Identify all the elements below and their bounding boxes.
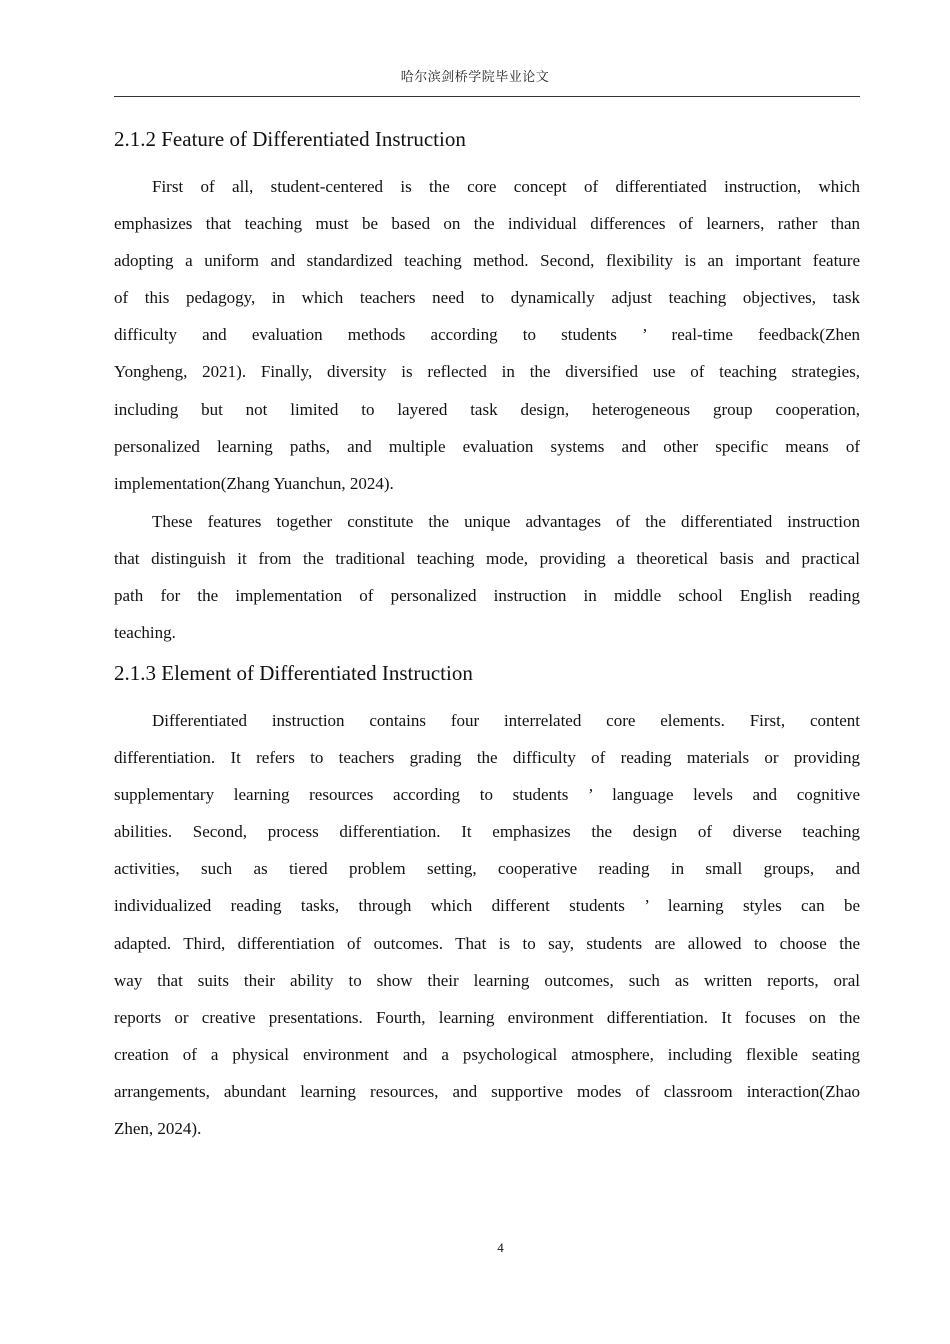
paragraph-line: that distinguish it from the traditional teaching mode, providing a theoretical basis and practical <box>114 549 860 569</box>
paragraph-line: abilities. Second, process differentiation. It emphasizes the design of diverse teaching <box>114 822 860 842</box>
paragraph-line: First of all, student-centered is the core concept of differentiated instruction, which <box>152 177 860 196</box>
page-number: 4 <box>497 1240 504 1255</box>
paragraph-line: path for the implementation of personalized instruction in middle school English reading <box>114 586 860 606</box>
paragraph-line: personalized learning paths, and multiple evaluation systems and other specific means of <box>114 436 860 456</box>
paragraph-line: differentiation. It refers to teachers grading the difficulty of reading materials or providing <box>114 748 860 768</box>
paragraph-line: arrangements, abundant learning resources, and supportive modes of classroom interaction(Zhao <box>114 1081 860 1101</box>
section-heading-2-1-2: 2.1.2 Feature of Differentiated Instruction <box>114 127 466 151</box>
paragraph-line: including but not limited to layered task design, heterogeneous group cooperation, <box>114 399 860 419</box>
paragraph-line: supplementary learning resources according to students ’ language levels and cognitive <box>114 785 860 805</box>
paragraph-line: of this pedagogy, in which teachers need to dynamically adjust teaching objectives, task <box>114 288 860 308</box>
paragraph-line: individualized reading tasks, through which different students ’ learning styles can be <box>114 896 860 916</box>
paragraph-line: Zhen, 2024). <box>114 1119 202 1139</box>
paragraph-line: difficulty and evaluation methods according to students ’ real-time feedback(Zhen <box>114 325 860 345</box>
paragraph-line: Yongheng, 2021). Finally, diversity is reflected in the diversified use of teaching strategies, <box>114 362 860 382</box>
paragraph-line: adopting a uniform and standardized teaching method. Second, flexibility is an important feature <box>114 251 860 271</box>
paragraph-features-1 <box>114 168 860 502</box>
paragraph-line: activities, such as tiered problem setting, cooperative reading in small groups, and <box>114 859 860 879</box>
paragraph-line: These features together constitute the unique advantages of the differentiated instruction <box>152 512 860 531</box>
running-header: 哈尔滨剑桥学院毕业论文 <box>400 70 550 85</box>
section-heading-2-1-3: 2.1.3 Element of Differentiated Instruction <box>114 661 473 685</box>
paragraph-line: implementation(Zhang Yuanchun, 2024). <box>114 473 394 493</box>
paragraph-line: creation of a physical environment and a psychological atmosphere, including flexible seating <box>114 1044 860 1064</box>
paragraph-line: teaching. <box>114 623 176 643</box>
paragraph-line: emphasizes that teaching must be based on the individual differences of learners, rather than <box>114 214 860 234</box>
paragraph-features-2 <box>114 503 860 651</box>
paragraph-line: adapted. Third, differentiation of outcomes. That is to say, students are allowed to choose the <box>114 933 860 953</box>
paragraph-line: Differentiated instruction contains four interrelated core elements. First, content <box>152 711 860 730</box>
header-divider <box>114 96 860 97</box>
paragraph-elements-1 <box>114 702 860 1147</box>
paragraph-line: reports or creative presentations. Fourth, learning environment differentiation. It focuses on the <box>114 1007 860 1027</box>
paragraph-line: way that suits their ability to show their learning outcomes, such as written reports, oral <box>114 970 860 990</box>
